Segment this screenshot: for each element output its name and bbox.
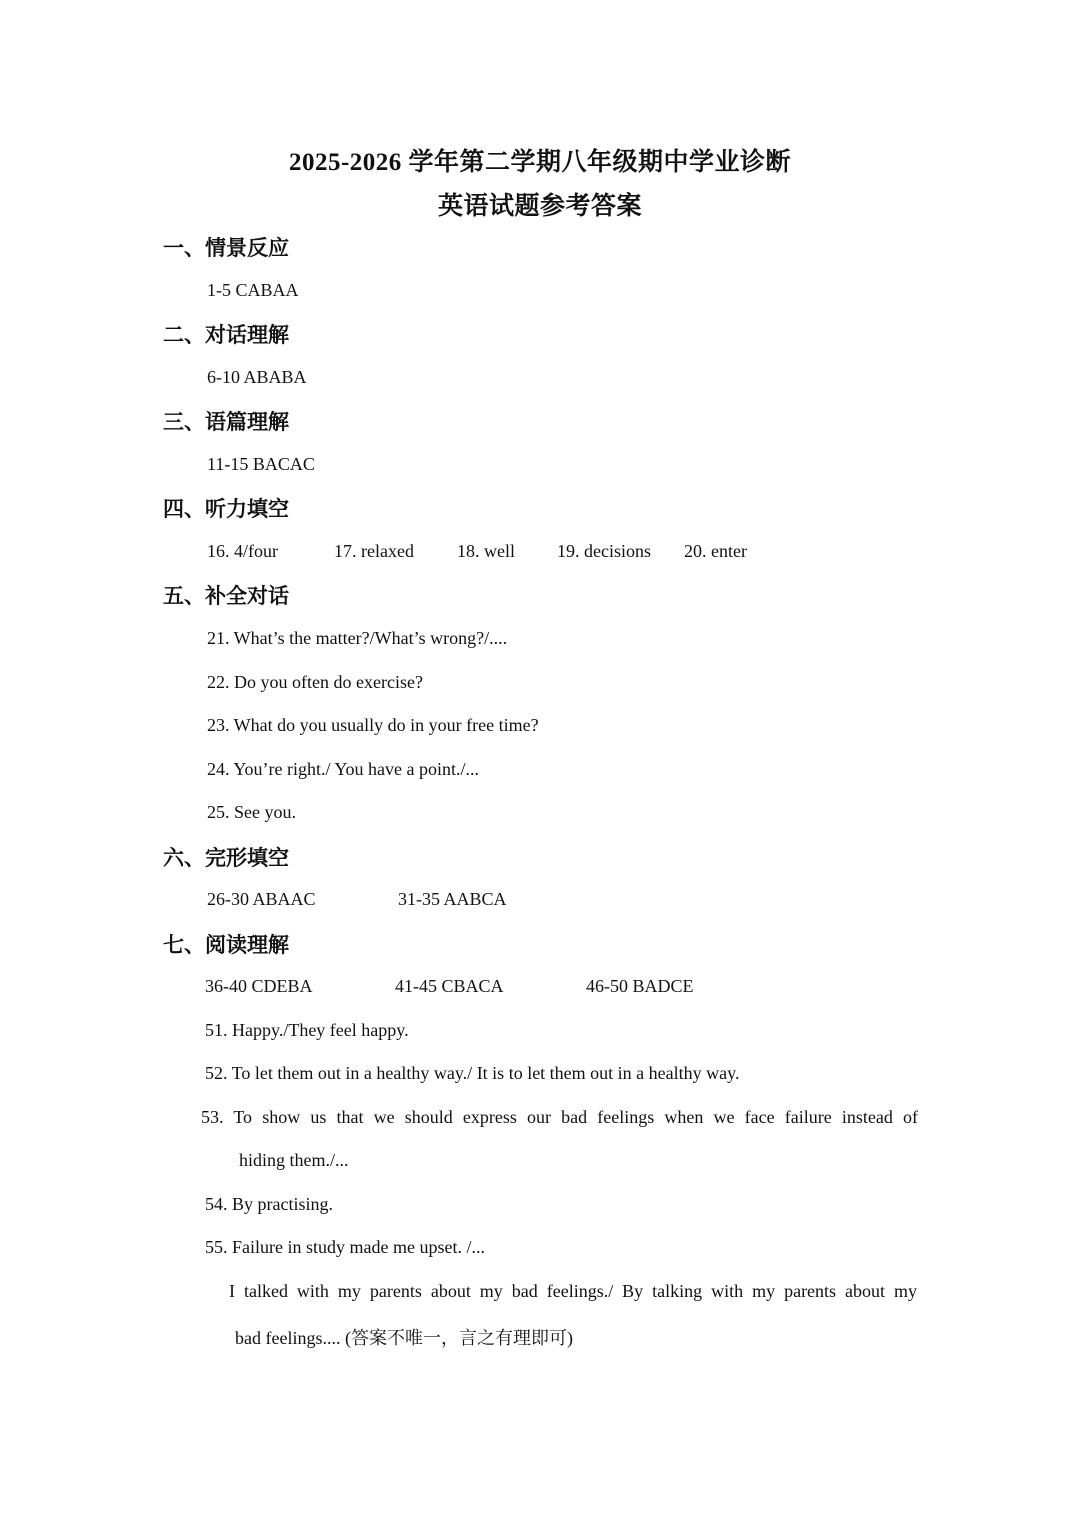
answer-21: 21. What’s the matter?/What’s wrong?/.... (207, 628, 508, 648)
answer-25: 25. See you. (207, 802, 296, 822)
answer-53-line-1: 53. To show us that we should express our bad feelings when we face failure instead of (201, 1107, 918, 1127)
section-2-answers: 6-10 ABABA (207, 367, 307, 387)
answer-19: 19. decisions (557, 541, 651, 561)
doc-title: 2025-2026 学年第二学期八年级期中学业诊断 (288, 149, 792, 176)
answers-36-40: 36-40 CDEBA (205, 976, 313, 996)
answer-17: 17. relaxed (334, 541, 414, 561)
section-5-heading: 五、补全对话 (163, 584, 289, 608)
answer-52: 52. To let them out in a healthy way./ It is to let them out in a healthy way. (205, 1063, 740, 1083)
answers-26-30: 26-30 ABAAC (207, 889, 316, 909)
answers-31-35: 31-35 AABCA (398, 889, 507, 909)
answer-20: 20. enter (684, 541, 747, 561)
answer-55-line-3: bad feelings.... (答案不唯一，言之有理即可) (235, 1328, 573, 1348)
answer-16: 16. 4/four (207, 541, 278, 561)
section-7-heading: 七、阅读理解 (163, 933, 289, 957)
section-1-heading: 一、情景反应 (163, 236, 289, 260)
answer-53-line-2: hiding them./... (239, 1150, 349, 1170)
section-3-heading: 三、语篇理解 (163, 410, 289, 434)
answer-22: 22. Do you often do exercise? (207, 672, 423, 692)
answer-23: 23. What do you usually do in your free time? (207, 715, 539, 735)
answers-41-45: 41-45 CBACA (395, 976, 504, 996)
section-1-answers: 1-5 CABAA (207, 280, 299, 300)
doc-subtitle: 英语试题参考答案 (437, 193, 642, 220)
section-2-heading: 二、对话理解 (163, 323, 289, 347)
section-4-heading: 四、听力填空 (163, 497, 289, 521)
answers-46-50: 46-50 BADCE (586, 976, 694, 996)
section-6-heading: 六、完形填空 (163, 846, 289, 870)
answer-18: 18. well (457, 541, 515, 561)
answer-54: 54. By practising. (205, 1194, 333, 1214)
answer-51: 51. Happy./They feel happy. (205, 1020, 409, 1040)
section-3-answers: 11-15 BACAC (207, 454, 315, 474)
answer-24: 24. You’re right./ You have a point./... (207, 759, 480, 779)
answer-55: 55. Failure in study made me upset. /... (205, 1237, 485, 1257)
answer-55-line-2: I talked with my parents about my bad feelings./ By talking with my parents about my (229, 1281, 917, 1301)
